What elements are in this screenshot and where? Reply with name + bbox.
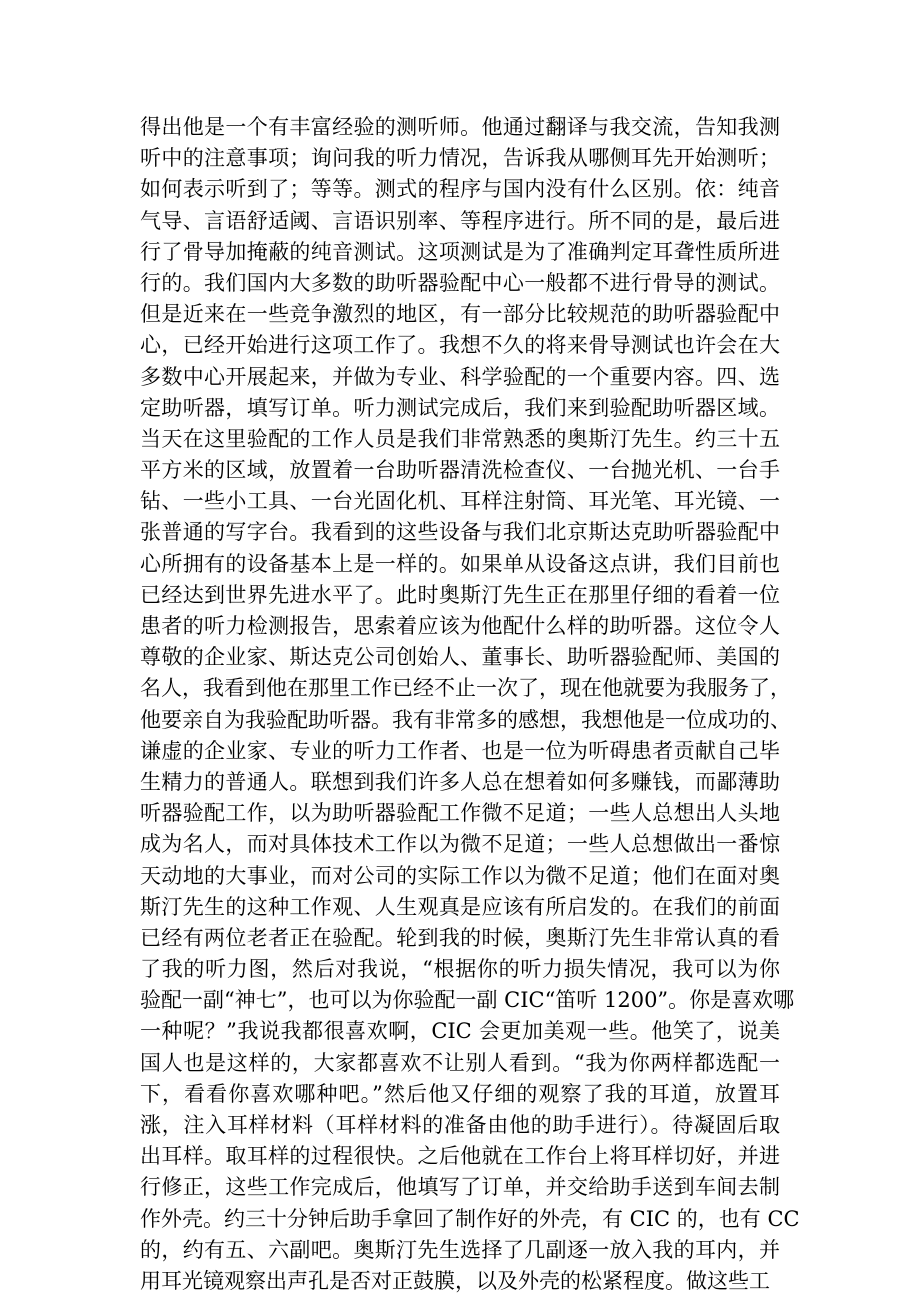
text-line: 已经达到世界先进水平了。此时奥斯汀先生正在那里仔细的看着一位 [140,582,780,607]
text-line: 如何表示听到了；等等。测式的程序与国内没有什么区别。依：纯音 [140,177,780,202]
text-line: 国人也是这样的，大家都喜欢不让别人看到。“我为你两样都选配一 [140,1050,780,1075]
text-line: 涨，注入耳样材料（耳样材料的准备由他的助手进行）。待凝固后取 [140,1113,780,1137]
text-line: 行了骨导加掩蔽的纯音测试。这项测试是为了准确判定耳聋性质所进 [140,239,780,264]
body-text [140,112,800,1297]
text-line: 的，约有五、六副吧。奥斯汀先生选择了几副逐一放入我的耳内，并 [140,1237,780,1262]
text-line: 作外壳。约三十分钟后助手拿回了制作好的外壳，有 CIC 的，也有 CC [140,1206,800,1231]
text-line: 成为名人，而对具体技术工作以为微不足道；一些人总想做出一番惊 [140,832,780,857]
text-line: 平方米的区域，放置着一台助听器清洗检查仪、一台抛光机、一台手 [140,458,780,483]
text-line: 已经有两位老者正在验配。轮到我的时候，奥斯汀先生非常认真的看 [140,925,780,950]
text-line: 验配一副“神七”，也可以为你验配一副 CIC“笛听 1200”。你是喜欢哪 [140,988,795,1013]
text-line: 一种呢？”我说我都很喜欢啊，CIC 会更加美观一些。他笑了，说美 [140,1019,780,1044]
text-line: 多数中心开展起来，并做为专业、科学验配的一个重要内容。四、选 [140,364,780,389]
text-line: 气导、言语舒适阈、言语识别率、等程序进行。所不同的是，最后进 [140,208,780,233]
text-line: 当天在这里验配的工作人员是我们非常熟悉的奥斯汀先生。约三十五 [140,426,780,451]
text-line: 谦虚的企业家、专业的听力工作者、也是一位为听碍患者贡献自己毕 [140,738,780,763]
text-line: 钻、一些小工具、一台光固化机、耳样注射筒、耳光笔、耳光镜、一 [140,489,780,514]
text-line: 生精力的普通人。联想到我们许多人总在想着如何多赚钱，而鄙薄助 [140,769,780,794]
text-line: 用耳光镜观察出声孔是否对正鼓膜，以及外壳的松紧程度。做这些工 [140,1268,770,1293]
text-line: 听器验配工作，以为助听器验配工作微不足道；一些人总想出人头地 [140,801,780,826]
text-line: 下，看看你喜欢哪种吧。”然后他又仔细的观察了我的耳道，放置耳 [140,1081,780,1106]
text-line: 名人，我看到他在那里工作已经不止一次了，现在他就要为我服务了， [140,676,791,701]
text-line: 定助听器，填写订单。听力测试完成后，我们来到验配助听器区域。 [140,395,780,420]
text-line: 但是近来在一些竞争激烈的地区，有一部分比较规范的助听器验配中 [140,302,780,327]
text-line: 行修正，这些工作完成后，他填写了订单，并交给助手送到车间去制 [140,1175,780,1200]
text-line: 听中的注意事项；询问我的听力情况，告诉我从哪侧耳先开始测听； [140,146,780,171]
text-line: 尊敬的企业家、斯达克公司创始人、董事长、助听器验配师、美国的 [140,645,780,670]
text-line: 患者的听力检测报告，思索着应该为他配什么样的助听器。这位令人 [140,614,780,638]
text-line: 斯汀先生的这种工作观、人生观真是应该有所启发的。在我们的前面 [140,894,780,919]
text-line: 得出他是一个有丰富经验的测听师。他通过翻译与我交流，告知我测 [140,115,780,139]
text-line: 天动地的大事业，而对公司的实际工作以为微不足道；他们在面对奥 [140,863,780,888]
text-line: 行的。我们国内大多数的助听器验配中心一般都不进行骨导的测试。 [140,270,780,295]
text-line: 他要亲自为我验配助听器。我有非常多的感想，我想他是一位成功的、 [140,707,791,732]
text-line: 出耳样。取耳样的过程很快。之后他就在工作台上将耳样切好，并进 [140,1144,780,1169]
text-line: 了我的听力图，然后对我说，“根据你的听力损失情况，我可以为你 [140,957,780,982]
text-line: 张普通的写字台。我看到的这些设备与我们北京斯达克助听器验配中 [140,520,780,545]
text-line: 心所拥有的设备基本上是一样的。如果单从设备这点讲，我们目前也 [140,551,780,576]
text-line: 心，已经开始进行这项工作了。我想不久的将来骨导测试也许会在大 [140,333,780,358]
